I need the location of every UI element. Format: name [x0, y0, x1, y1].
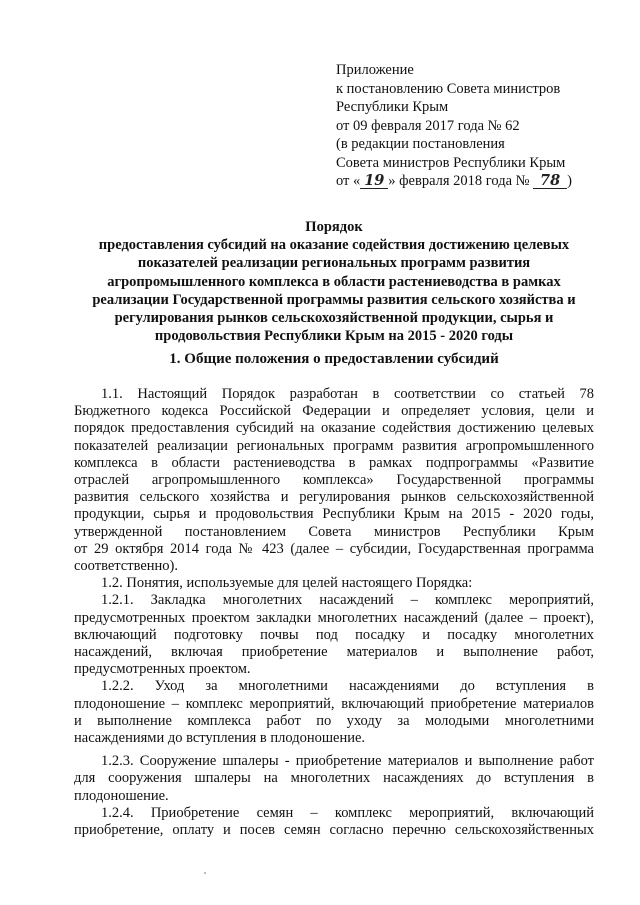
word: за [205, 678, 218, 695]
word: Уход [154, 678, 185, 695]
text-line: порядок предоставления субсидий на оказание содействия достижению целевых [74, 420, 594, 437]
word: министров [373, 523, 441, 540]
word: многолетними [238, 678, 328, 695]
word: 1.2.2. [101, 678, 134, 695]
text-line: Бюджетного кодекса Российской Федерации и определяет условия, цели и [74, 403, 594, 420]
text-line: соответственно). [74, 558, 178, 575]
title-line: Порядок [305, 219, 363, 235]
text-line: 1.1. Настоящий Порядок разработан в соответствии со статьей 78 [101, 386, 594, 402]
paragraph-1-2-2 [74, 678, 594, 747]
header-line: Совета министров Республики Крым [336, 154, 566, 171]
text-line: комплекса в области растениеводства в рамках подпрограммы «Развитие [74, 454, 594, 471]
header-line: Приложение [336, 62, 414, 78]
handwritten-day: 19 [360, 173, 388, 189]
text-line: предусмотренных проектом закладки многолетних насаждений (далее – проект), [74, 609, 594, 626]
paragraph-1-2-4 [74, 805, 594, 839]
word: Крым [558, 523, 594, 540]
scan-speck [204, 872, 206, 874]
text-line: насаждений, включая приобретение материалов и выполнение работ, [74, 644, 594, 661]
header-text: от « [336, 173, 361, 189]
word: в [587, 678, 594, 695]
document-body [74, 386, 594, 839]
header-text: ) [567, 173, 572, 189]
text-line: и выполнение комплекса работ по уходу за молодыми многолетними [74, 712, 594, 729]
title-line: продовольствия Республики Крым на 2015 - 2020 годы [154, 328, 514, 345]
text-line: 1.2.4. Приобретение семян – комплекс мероприятий, включающий [101, 804, 594, 821]
text-line: от 29 октября 2014 года № 423 (далее – субсидии, Государственная программа [74, 540, 594, 557]
header-line-handwritten [336, 172, 636, 191]
text-line: показателей реализации региональных программ развития агропромышленного [74, 437, 594, 454]
text-line: 1.2. Понятия, используемые для целей настоящего Порядка: [101, 575, 473, 592]
text-line: для сооружения шпалеры на многолетних насаждениях до вступления в [74, 770, 594, 787]
paragraph-1-2-1 [74, 592, 594, 678]
word: Совета [308, 523, 352, 540]
text-line [74, 678, 594, 695]
title-line: показателей реализации региональных программ развития [137, 255, 531, 272]
appendix-header [336, 61, 636, 191]
paragraph-1-1 [74, 386, 594, 575]
title-line: предоставления субсидий на оказание содействия достижению целевых [98, 237, 570, 254]
header-line: (в редакции постановления [336, 136, 505, 152]
title-line: реализации Государственной программы развития сельского хозяйства и [92, 291, 576, 308]
text-line: предусмотренных проектом. [74, 661, 251, 678]
header-text: » февраля 2018 года № [388, 173, 530, 189]
text-line: развития сельского хозяйства и регулирования рынков сельскохозяйственной [74, 489, 594, 506]
text-line: включающий подготовку почвы под посадку и посадку многолетних [74, 626, 594, 643]
word: утвержденной [74, 523, 163, 540]
text-line: 1.2.1. Закладка многолетних насаждений – комплекс мероприятий, [101, 592, 594, 609]
paragraph-1-2 [74, 575, 594, 592]
text-line: отраслей агропромышленного комплекса» Государственной программы [74, 472, 594, 489]
header-line: к постановлению Совета министров [336, 80, 561, 97]
text-line: 1.2.3. Сооружение шпалеры - приобретение материалов и выполнение работ [101, 753, 594, 770]
word: до [460, 678, 475, 695]
word: постановлением [184, 523, 287, 540]
title-line: регулирования рынков сельскохозяйственной продукции, сырья и [114, 310, 554, 327]
text-line: приобретение, оплату и посев семян согласно перечню сельскохозяйственных [74, 822, 594, 839]
header-line: от 09 февраля 2017 года № 62 [336, 117, 520, 134]
text-line: насаждениями до вступления в плодоношение. [74, 730, 366, 747]
title-line: агропромышленного комплекса в области растениеводства в рамках [107, 273, 561, 290]
word: Республики [462, 523, 536, 540]
text-line: плодоношение. [74, 787, 169, 804]
word: насаждениями [348, 678, 440, 695]
paragraph-1-2-3 [74, 753, 594, 805]
handwritten-number: 78 [533, 173, 567, 189]
section-heading: 1. Общие положения о предоставлении субсидий [169, 351, 499, 367]
document-title [74, 218, 594, 345]
text-line: продукции, сырья и продовольствия Республики Крым на 2015 - 2020 годы, [74, 506, 594, 523]
header-line: Республики Крым [336, 99, 449, 115]
word: вступления [495, 678, 567, 695]
text-line: плодоношение – комплекс мероприятий, включающий приобретение материалов [74, 695, 594, 712]
text-line [74, 524, 594, 541]
